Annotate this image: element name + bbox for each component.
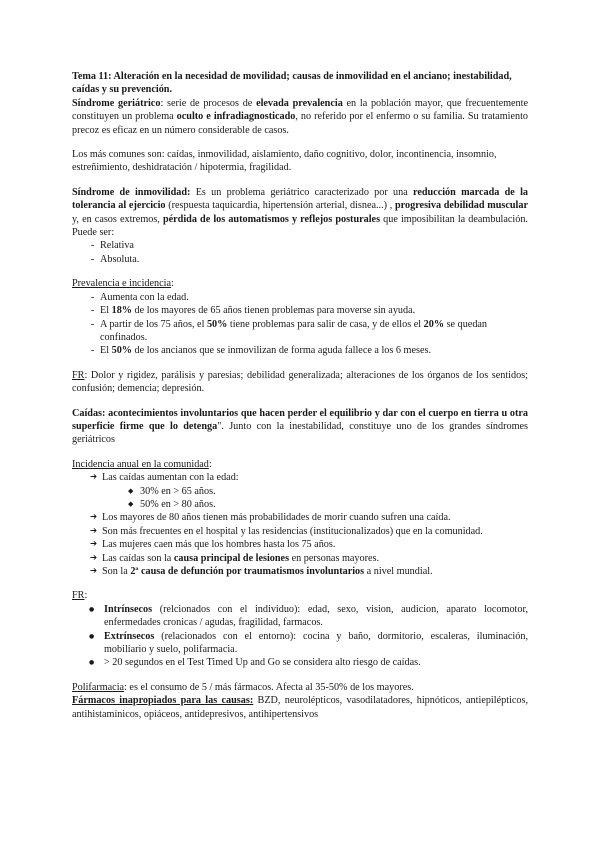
comunes-paragraph: Los más comunes son: caídas, inmovilidad, aislamiento, daño cognitivo, dolor, incontinencia, insomnio, estreñimiento, deshidratación / hipotermia, fragilidad. [72, 149, 497, 174]
list-item: ● Extrínsecos (relacionados con el entorno): cocina y baño, dormitorio, escaleras, iluminación, mobiliario y suelo, polifarmacia. [72, 630, 528, 657]
page-title: Tema 11: Alteración en la necesidad de movilidad; causas de inmovilidad en el anciano; inestabilidad, caídas y su prevención. [72, 71, 512, 96]
prevalencia-list [72, 291, 528, 358]
sublist-item: ◆ 30% en > 65 años. [72, 485, 528, 498]
list-item: ● > 20 segundos en el Test Timed Up and Go se considera alto riesgo de caídas. [72, 656, 528, 669]
list-item: ➔ Las caídas son la causa principal de lesiones en personas mayores. [72, 552, 528, 565]
list-item: ➔ Las caídas aumentan con la edad: ◆ 30% en > 65 años. ◆ 50% en > 80 años. [72, 471, 528, 511]
list-item: - El 18% de los mayores de 65 años tienen problemas para moverse sin ayuda. [72, 304, 528, 317]
list-item: ➔ Son más frecuentes en el hospital y las residencias (institucionalizados) que en la comunidad. [72, 525, 528, 538]
fr-inmovilidad-paragraph: FR: Dolor y rigidez, parálisis y paresias; debilidad generalizada; alteraciones de los órganos de los sentidos; confusión; demencia; depresión. [72, 369, 528, 395]
incidencia-list [72, 471, 528, 578]
list-item: - Aumenta con la edad. [72, 291, 528, 304]
fr-caidas-list [72, 603, 528, 670]
inmovilidad-paragraph: Síndrome de inmovilidad: Es un problema geriátrico caracterizado por una reducción marcada de la tolerancia al ejercicio (respuesta taquicardia, hipertensión arterial, disnea...) , progresiva debilidad muscular y, en casos extremos, pérdida de los automatismos y reflejos posturales que imposibilitan la deambulación. Puede ser: [72, 186, 529, 239]
prevalencia-heading: Prevalencia e incidencia: [72, 278, 174, 290]
edad-sublist [72, 485, 528, 512]
list-item: ➔ Los mayores de 80 años tienen más probabilidades de morir cuando sufren una caída. [72, 511, 528, 524]
list-item: - A partir de los 75 años, el 50% tiene problemas para salir de casa, y de ellos el 20% se quedan confinados. [72, 318, 528, 345]
sindrome-geriatrico-paragraph: Síndrome geriátrico: serie de procesos de elevada prevalencia en la población mayor, que frecuentemente constituyen un problema oculto e infradiagnosticado, no referido por el enfermo o su familia. Su tratamiento precoz es eficaz en un número considerable de casos. [72, 97, 528, 136]
list-item: - Absoluta. [72, 253, 528, 266]
farmacos-paragraph: Fármacos inapropiados para las causas: BZD, neurolépticos, vasodilatadores, hipnóticos, antiepilépticos, antihistamínicos, opiáceos, antidepresivos, antihipertensivos [72, 695, 528, 720]
polifarmacia-paragraph: Polifarmacia: es el consumo de 5 / más fármacos. Afecta al 35-50% de los mayores. [72, 681, 414, 693]
list-item: ● Intrínsecos (relcionados con el individuo): edad, sexo, vision, audicion, aparato locomotor, enfermedades cronicas / agudas, fragilidad, farmacos. [72, 603, 528, 630]
list-item: ➔ Son la 2ª causa de defunción por traumatismos involuntarios a nivel mundial. [72, 565, 528, 578]
list-item: - El 50% de los ancianos que se inmovilizan de forma aguda fallece a los 6 meses. [72, 344, 528, 357]
caidas-paragraph: Caídas: acontecimientos involuntarios que hacen perder el equilibrio y dar con el cuerpo en tierra u otra superficie firme que lo detenga". Junto con la inestabilidad, constituye uno de los grandes síndromes geriátricos [72, 407, 529, 446]
fr-caidas-heading: FR: [72, 590, 88, 602]
incidencia-heading: Incidencia anual en la comunidad: [72, 458, 212, 470]
inmovilidad-types-list [72, 239, 528, 266]
list-item: - Relativa [72, 239, 528, 252]
document-page [72, 70, 528, 721]
list-item: ➔ Las mujeres caen más que los hombres hasta los 75 años. [72, 538, 528, 551]
sublist-item: ◆ 50% en > 80 años. [72, 498, 528, 511]
